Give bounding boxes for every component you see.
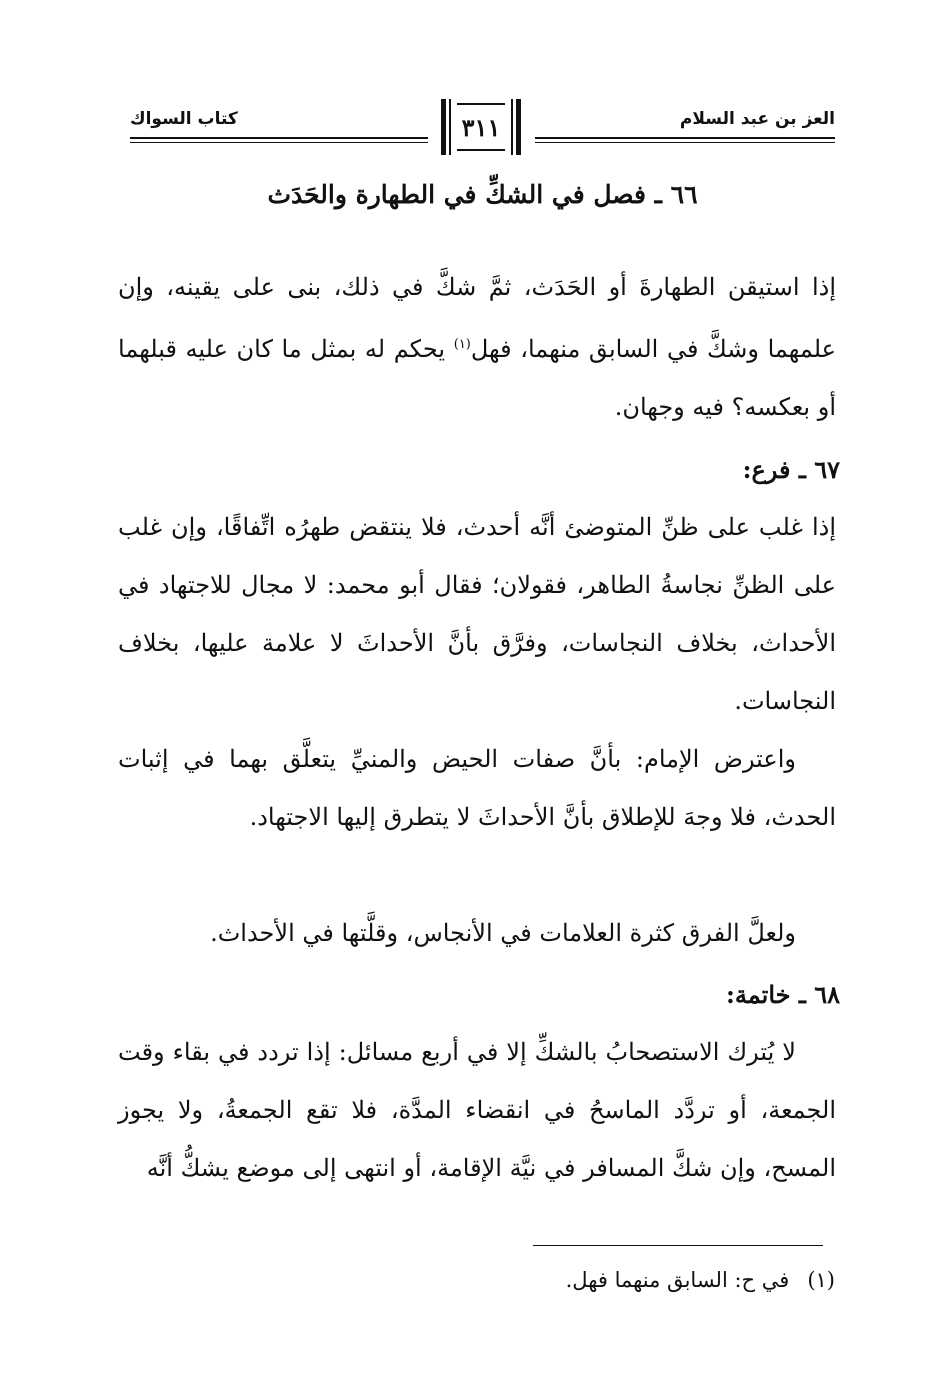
section-title: ٦٦ ـ فصل في الشكِّ في الطهارة والحَدَث bbox=[267, 180, 698, 209]
paragraph-2: إذا غلب على ظنِّ المتوضئ أنَّه أحدث، فلا ينتقض طهرُه اتِّفاقًا، وإن غلب على الظنِّ نجاسةُ الطاهر، فقولان؛ فقال أبو محمد: لا مجال للاجتهاد في الأحداث، بخلاف النجاسات، وفرَّق بأنَّ الأحداثَ لا علامة عليها، بخلاف النجاسات. bbox=[118, 513, 836, 715]
paragraph-4: ولعلَّ الفرق كثرة العلامات في الأنجاس، وقلَّتها في الأحداث. bbox=[210, 919, 796, 947]
footnote bbox=[566, 1268, 835, 1292]
author-name: العز بن عبد السلام bbox=[679, 109, 835, 129]
book-title: كتاب السواك bbox=[130, 109, 238, 129]
header-rule-left bbox=[130, 137, 428, 139]
paragraph-5: لا يُترك الاستصحابُ بالشكِّ إلا في أربع مسائل: إذا تردد في بقاء وقت الجمعة، أو تردَّد الماسحُ في انقضاء المدَّة، فلا تقع الجمعةُ، ولا يجوز المسح، وإن شكَّ المسافر في نيَّة الإقامة، أو انتهى إلى موضع يشكُّ أنَّه bbox=[118, 1038, 836, 1182]
header-rule-right bbox=[535, 137, 835, 139]
paragraph-1 bbox=[118, 258, 836, 436]
header-rule-right-thin bbox=[535, 142, 835, 143]
paragraph-1-text-b: يحكم له بمثل ما كان عليه قبلهما أو بعكسه؟ فيه وجهان. bbox=[118, 335, 836, 421]
page-number-frame bbox=[441, 99, 521, 155]
branch-heading: ٦٧ ـ فرع: bbox=[742, 455, 840, 484]
paragraph-3: واعترض الإمام: بأنَّ صفات الحيض والمنيِّ يتعلَّق بهما في إثبات الحدث، فلا وجهَ للإطلاق بأنَّ الأحداثَ لا يتطرق إليها الاجتهاد. bbox=[118, 745, 836, 831]
page-number: ٣١١ bbox=[461, 113, 501, 142]
header-rule-left-thin bbox=[130, 142, 428, 143]
footnote-rule bbox=[533, 1245, 823, 1246]
footnote-text: في ح: السابق منهما فهل. bbox=[565, 1268, 790, 1292]
conclusion-heading: ٦٨ ـ خاتمة: bbox=[726, 980, 840, 1009]
footnote-mark: (١) bbox=[807, 1268, 835, 1292]
paragraph-1-text-a: إذا استيقن الطهارةَ أو الحَدَث، ثمَّ شكَّ في ذلك، بنى على يقينه، وإن علمهما وشكَّ في السابق منهما، فهل bbox=[118, 273, 836, 363]
footnote-reference: (١) bbox=[453, 337, 471, 352]
running-header bbox=[130, 95, 835, 165]
